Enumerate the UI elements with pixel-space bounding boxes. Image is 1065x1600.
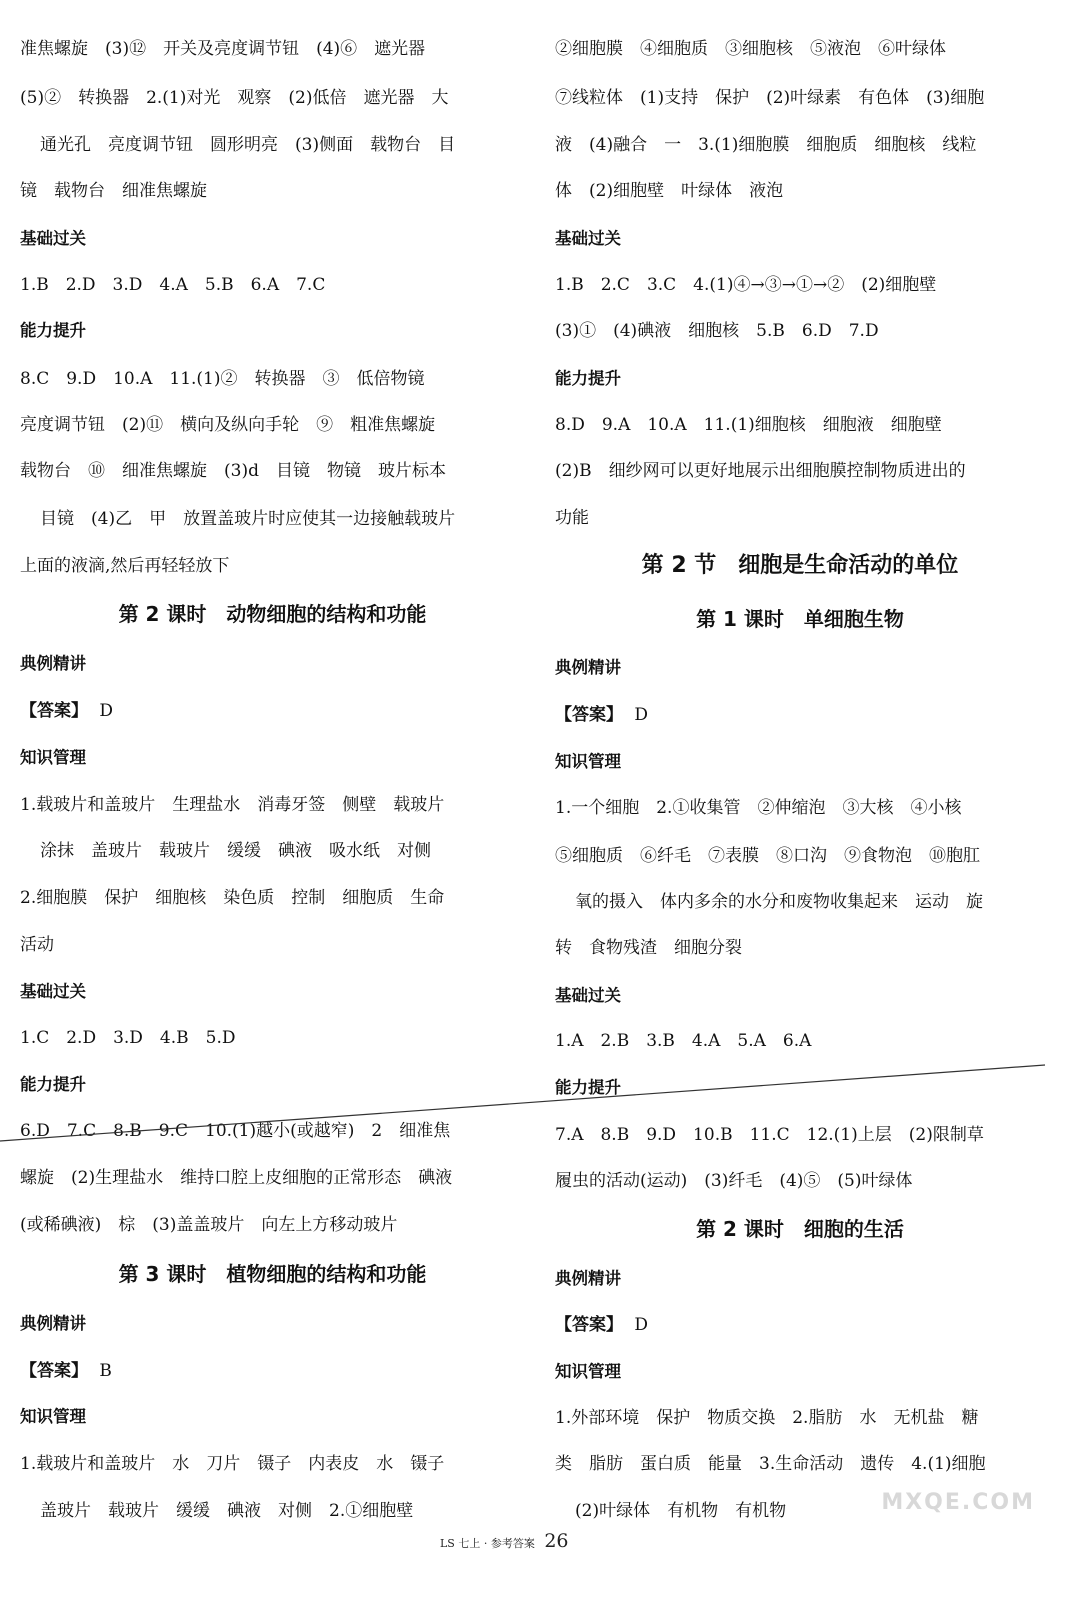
answer-value: D bbox=[634, 705, 649, 725]
section-heading: 典例精讲 bbox=[20, 654, 86, 673]
text-line: 准焦螺旋 (3)⑫ 开关及亮度调节钮 (4)⑥ 遮光器 bbox=[20, 39, 426, 59]
text-line: 通光孔 亮度调节钮 圆形明亮 (3)侧面 载物台 目 bbox=[40, 135, 456, 155]
text-line: 1.A 2.B 3.B 4.A 5.A 6.A bbox=[555, 1031, 812, 1051]
section-heading: 典例精讲 bbox=[555, 1269, 621, 1288]
text-line: 功能 bbox=[555, 508, 589, 528]
text-line: 6.D 7.C 8.B 9.C 10.(1)越小(或越窄) 2 细准焦 bbox=[20, 1121, 451, 1141]
answer-label: 【答案】 bbox=[555, 1315, 623, 1335]
section-heading: 典例精讲 bbox=[555, 658, 621, 677]
answer-value: D bbox=[99, 701, 114, 721]
text-line: ⑦线粒体 (1)支持 保护 (2)叶绿素 有色体 (3)细胞 bbox=[555, 88, 985, 108]
answer-value: B bbox=[99, 1361, 112, 1381]
text-line: 1.载玻片和盖玻片 生理盐水 消毒牙签 侧壁 载玻片 bbox=[20, 795, 445, 815]
section-title: 第 2 节 细胞是生命活动的单位 bbox=[641, 553, 959, 578]
text-line: ②细胞膜 ④细胞质 ③细胞核 ⑤液泡 ⑥叶绿体 bbox=[555, 39, 946, 59]
section-heading: 基础过关 bbox=[20, 229, 86, 248]
text-line: 8.C 9.D 10.A 11.(1)② 转换器 ③ 低倍物镜 bbox=[20, 369, 425, 389]
text-line: 体 (2)细胞壁 叶绿体 液泡 bbox=[555, 181, 784, 201]
section-heading: 基础过关 bbox=[555, 986, 621, 1005]
lesson-title: 第 2 课时 动物细胞的结构和功能 bbox=[118, 602, 427, 626]
section-heading: 知识管理 bbox=[20, 748, 86, 767]
text-line: 1.外部环境 保护 物质交换 2.脂肪 水 无机盐 糖 bbox=[555, 1408, 979, 1428]
page-number: 26 bbox=[544, 1530, 569, 1552]
text-line: 1.一个细胞 2.①收集管 ②伸缩泡 ③大核 ④小核 bbox=[555, 798, 962, 818]
text-line: 镜 载物台 细准焦螺旋 bbox=[20, 181, 207, 201]
answer-label: 【答案】 bbox=[555, 705, 623, 725]
text-line: (或稀碘液) 棕 (3)盖盖玻片 向左上方移动玻片 bbox=[20, 1215, 398, 1235]
page-footer bbox=[440, 1530, 569, 1555]
text-line: 氧的摄入 体内多余的水分和废物收集起来 运动 旋 bbox=[575, 892, 983, 912]
answer-line bbox=[555, 1314, 1045, 1336]
scan-fold-line bbox=[0, 1063, 1065, 1143]
answer-line bbox=[20, 1360, 525, 1382]
section-heading: 知识管理 bbox=[555, 1362, 621, 1381]
lesson-title: 第 2 课时 细胞的生活 bbox=[696, 1217, 904, 1241]
answer-line bbox=[555, 704, 1045, 726]
text-line: 2.细胞膜 保护 细胞核 染色质 控制 细胞质 生命 bbox=[20, 888, 445, 908]
lesson-title: 第 1 课时 单细胞生物 bbox=[696, 607, 904, 631]
lesson-title: 第 3 课时 植物细胞的结构和功能 bbox=[118, 1262, 427, 1286]
text-line: 1.载玻片和盖玻片 水 刀片 镊子 内表皮 水 镊子 bbox=[20, 1454, 445, 1474]
section-heading: 能力提升 bbox=[20, 321, 86, 340]
text-line: 亮度调节钮 (2)⑪ 横向及纵向手轮 ⑨ 粗准焦螺旋 bbox=[20, 415, 436, 435]
text-line: 8.D 9.A 10.A 11.(1)细胞核 细胞液 细胞壁 bbox=[555, 415, 942, 435]
section-heading: 能力提升 bbox=[555, 369, 621, 388]
text-line: 1.C 2.D 3.D 4.B 5.D bbox=[20, 1028, 236, 1048]
text-line: 转 食物残渣 细胞分裂 bbox=[555, 938, 742, 958]
answer-value: D bbox=[634, 1315, 649, 1335]
text-line: 目镜 (4)乙 甲 放置盖玻片时应使其一边接触载玻片 bbox=[40, 509, 456, 529]
section-heading: 知识管理 bbox=[555, 752, 621, 771]
section-heading: 能力提升 bbox=[20, 1075, 86, 1094]
text-line: (5)② 转换器 2.(1)对光 观察 (2)低倍 遮光器 大 bbox=[20, 88, 449, 108]
answer-line bbox=[20, 700, 525, 722]
text-line: 7.A 8.B 9.D 10.B 11.C 12.(1)上层 (2)限制草 bbox=[555, 1125, 984, 1145]
text-line: ⑤细胞质 ⑥纤毛 ⑦表膜 ⑧口沟 ⑨食物泡 ⑩胞肛 bbox=[555, 846, 980, 866]
text-line: (2)B 细纱网可以更好地展示出细胞膜控制物质进出的 bbox=[555, 461, 966, 481]
site-watermark: MXQE.COM bbox=[881, 1490, 1035, 1515]
text-line: (3)① (4)碘液 细胞核 5.B 6.D 7.D bbox=[555, 321, 879, 341]
text-line: 1.B 2.D 3.D 4.A 5.B 6.A 7.C bbox=[20, 275, 326, 295]
text-line: 液 (4)融合 一 3.(1)细胞膜 细胞质 细胞核 线粒 bbox=[555, 135, 977, 155]
answer-label: 【答案】 bbox=[20, 701, 88, 721]
text-line: 上面的液滴,然后再轻轻放下 bbox=[20, 556, 230, 576]
text-line: (2)叶绿体 有机物 有机物 bbox=[575, 1501, 787, 1521]
text-line: 涂抹 盖玻片 载玻片 缓缓 碘液 吸水纸 对侧 bbox=[40, 841, 431, 861]
text-line: 1.B 2.C 3.C 4.(1)④→③→①→② (2)细胞壁 bbox=[555, 275, 937, 295]
text-line: 履虫的活动(运动) (3)纤毛 (4)⑤ (5)叶绿体 bbox=[555, 1171, 913, 1191]
footer-label: LS 七上 · 参考答案 bbox=[440, 1537, 535, 1550]
section-heading: 能力提升 bbox=[555, 1078, 621, 1097]
text-line: 盖玻片 载玻片 缓缓 碘液 对侧 2.①细胞壁 bbox=[40, 1501, 414, 1521]
section-heading: 基础过关 bbox=[20, 982, 86, 1001]
text-line: 类 脂肪 蛋白质 能量 3.生命活动 遗传 4.(1)细胞 bbox=[555, 1454, 986, 1474]
text-line: 活动 bbox=[20, 935, 54, 955]
section-heading: 典例精讲 bbox=[20, 1314, 86, 1333]
section-heading: 知识管理 bbox=[20, 1407, 86, 1426]
text-line: 载物台 ⑩ 细准焦螺旋 (3)d 目镜 物镜 玻片标本 bbox=[20, 461, 446, 481]
section-heading: 基础过关 bbox=[555, 229, 621, 248]
answer-label: 【答案】 bbox=[20, 1361, 88, 1381]
text-line: 螺旋 (2)生理盐水 维持口腔上皮细胞的正常形态 碘液 bbox=[20, 1168, 453, 1188]
